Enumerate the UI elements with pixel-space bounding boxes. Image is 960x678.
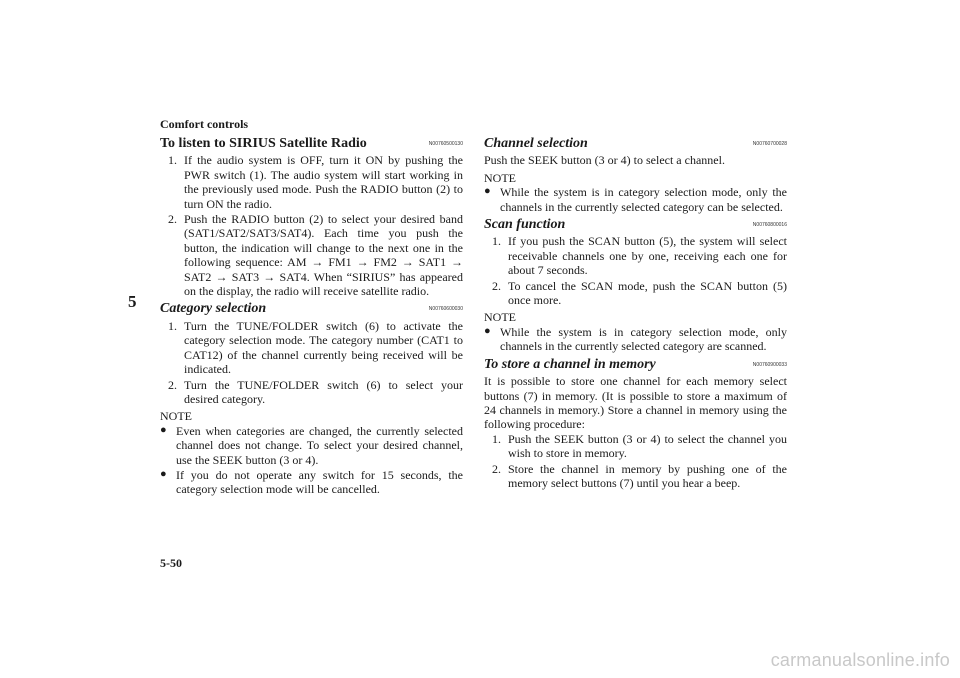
note-item: ● If you do not operate any switch for 15 seconds, the category selection mode will be cancelled. (160, 468, 463, 497)
step-item (160, 153, 463, 211)
note-label: NOTE (484, 310, 516, 325)
body-paragraph: It is possible to store one channel for each memory select buttons (7) in memory. (It is possible to store a maximum of 24 channels in memory.) Store a channel in memory using the following procedure: (484, 374, 787, 432)
section-heading (160, 302, 463, 316)
reference-code: N00760600030 (428, 306, 463, 313)
heading-text: Channel selection (484, 136, 588, 151)
note-list (484, 325, 787, 354)
section-category (160, 302, 463, 496)
section-heading (484, 358, 787, 372)
step-list (160, 319, 463, 406)
step-item (484, 234, 787, 277)
step-item (484, 432, 787, 461)
step-number: 2. (492, 461, 501, 476)
note-label: NOTE (160, 409, 192, 424)
reference-code: N00760900033 (752, 361, 787, 368)
note-item: ● While the system is in category selection mode, only the channels in the currently selected category can be selected. (484, 185, 787, 214)
note-label: NOTE (484, 170, 516, 185)
heading-text: Category selection (160, 301, 267, 317)
reference-code: N00760700028 (752, 141, 787, 147)
right-column (484, 137, 787, 492)
step-text: If the audio system is OFF, turn it ON by pushing the PWR switch (1). The audio system will start working in the previously used mode. Push the RADIO button (2) to turn ON the radio. (184, 153, 463, 211)
step-number: 2. (168, 377, 177, 392)
step-list (160, 153, 463, 298)
step-text: Turn the TUNE/FOLDER switch (6) to activate the category selection mode. The category number (CAT1 to CAT12) of the channel currently being received will be indicated. (184, 318, 463, 377)
heading-text: Scan function (484, 217, 566, 233)
heading-text: To store a channel in memory (484, 356, 656, 372)
step-item (160, 212, 463, 298)
body-paragraph: Push the SEEK button (3 or 4) to select a channel. (484, 153, 725, 168)
step-text: To cancel the SCAN mode, push the SCAN button (5) once more. (508, 278, 787, 308)
reference-code: N00760800016 (752, 222, 787, 229)
section-scan (484, 218, 787, 354)
step-item (484, 462, 787, 491)
watermark[interactable]: carmanualsonline.info (770, 650, 950, 670)
step-number: 1. (168, 318, 177, 333)
step-number: 1. (168, 153, 177, 168)
note-list (484, 185, 787, 214)
section-heading (484, 137, 787, 151)
note-list (160, 424, 463, 497)
step-item (160, 378, 463, 407)
section-heading (160, 137, 463, 151)
step-number: 2. (168, 212, 177, 227)
chapter-number: 5 (128, 292, 137, 311)
step-list (484, 234, 787, 307)
heading-text: To listen to SIRIUS Satellite Radio (160, 136, 367, 151)
section-sirius (160, 137, 463, 298)
step-text: Turn the TUNE/FOLDER switch (6) to select your desired category. (184, 377, 463, 406)
step-text: Store the channel in memory by pushing one of the memory select buttons (7) until you hear a beep. (508, 461, 787, 490)
reference-code: N00760500130 (428, 141, 463, 147)
step-number: 2. (492, 278, 501, 293)
running-header: Comfort controls (160, 117, 249, 131)
step-item (484, 279, 787, 308)
section-store (484, 358, 787, 491)
page-number: 5-50 (160, 556, 182, 570)
section-channel (484, 137, 787, 214)
note-item: ● While the system is in category selection mode, only channels in the currently selected category are scanned. (484, 325, 787, 354)
note-item: ● Even when categories are changed, the currently selected channel does not change. To select your desired channel, use the SEEK button (3 or 4). (160, 424, 463, 467)
section-heading (484, 218, 787, 232)
step-text: Push the SEEK button (3 or 4) to select the channel you wish to store in memory. (508, 431, 787, 461)
step-text: If you push the SCAN button (5), the system will select receivable channels one by one, receiving each one for about 7 seconds. (508, 234, 787, 278)
step-number: 1. (492, 234, 501, 249)
step-text: Push the RADIO button (2) to select your desired band (SAT1/SAT2/SAT3/SAT4). Each time you push the button, the indication will change to the next one in the following sequence: AM → FM1 → FM2 → SAT1 → SAT2 → SAT3 → SAT4. When “SIRIUS” has appeared on the display, the radio will receive satellite radio. (184, 212, 463, 299)
step-number: 1. (492, 431, 501, 446)
step-item (160, 319, 463, 377)
step-list (484, 432, 787, 491)
left-column (160, 137, 463, 499)
